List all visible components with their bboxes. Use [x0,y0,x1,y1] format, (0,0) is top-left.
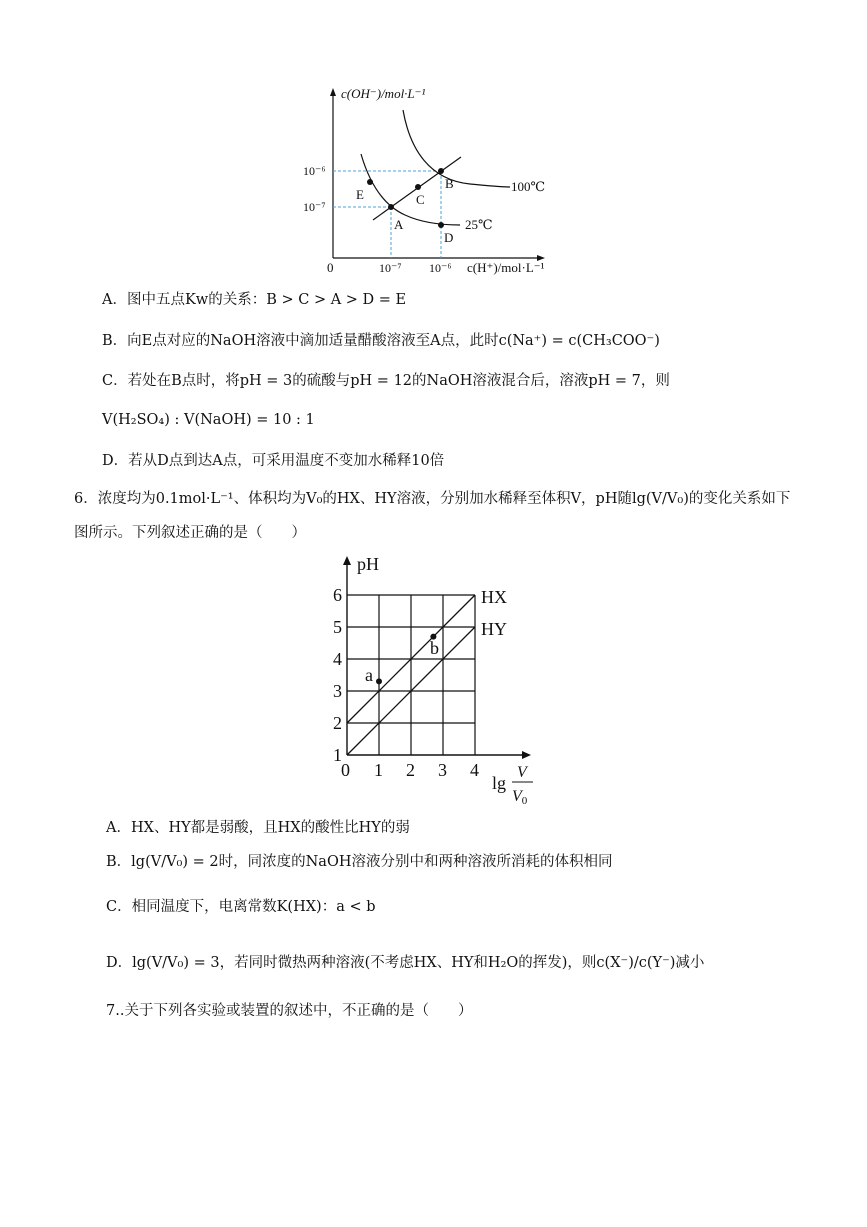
point-label-d: D [444,230,454,245]
fig1-x-axis-label: c(H⁺)/mol·L⁻¹ [467,260,545,275]
fig1-origin: 0 [327,260,334,275]
q5-option-d: D．若从D点到达A点，可采用温度不变加水稀释10倍 [102,453,445,469]
fig2-x-tick: 3 [438,760,447,780]
fig2-x-tick: 1 [374,760,383,780]
fig2-y-tick: 4 [333,649,342,669]
curve-label-25c: 25℃ [465,217,493,232]
point-label-a: A [394,217,404,232]
fig2-x-axis-label-v: V [517,764,527,781]
curve-100c [403,110,510,187]
fig1-x-tick: 10⁻⁷ [379,261,402,275]
kw-curve-figure [295,80,585,280]
point-label-e: E [356,187,364,202]
fig2-y-axis-label: pH [357,554,379,574]
q5-option-b: B．向E点对应的NaOH溶液中滴加适量醋酸溶液至A点，此时c(Na⁺) = c(CH₃COO⁻) [102,333,660,349]
fig2-x-tick: 0 [341,760,350,780]
q6-option-c: C．相同温度下，电离常数K(HX)：a < b [106,899,376,915]
q5-option-a: A．图中五点Kw的关系：B > C > A > D = E [102,292,407,308]
point-label-b: b [430,638,439,658]
q6-option-d: D．lg(V/V₀) = 3，若同时微热两种溶液(不考虑HX、HY和H₂O的挥发)，则c(X⁻)/c(Y⁻)减小 [106,955,705,971]
fig1-y-tick: 10⁻⁶ [303,164,326,178]
series-label-hy: HY [481,619,507,639]
fig2-y-tick: 1 [333,745,342,765]
fig2-x-axis-label-v0: V0 [512,788,528,807]
fig2-y-tick: 3 [333,681,342,701]
point-label-b: B [445,176,454,191]
point-label-c: C [416,192,425,207]
fig1-x-tick: 10⁻⁶ [429,261,452,275]
q7-stem: 7..关于下列各实验或装置的叙述中，不正确的是（ ） [106,1003,473,1019]
q6-stem-line2: 图所示。下列叙述正确的是（ ） [74,525,306,541]
fig2-y-tick: 6 [333,585,342,605]
q5-option-c-line2: V(H₂SO₄) : V(NaOH) = 10 : 1 [102,412,315,428]
q6-option-a: A．HX、HY都是弱酸，且HX的酸性比HY的弱 [106,820,410,836]
fig2-x-axis-label-lg: lg [492,773,507,793]
series-label-hx: HX [481,587,507,607]
q5-option-c-line1: C．若处在B点时，将pH = 3的硫酸与pH = 12的NaOH溶液混合后，溶液pH = 7，则 [102,373,670,389]
point-label-a: a [365,665,373,685]
q6-stem-line1: 6．浓度均为0.1mol·L⁻¹、体积均为V₀的HX、HY溶液，分别加水稀释至体积V，pH随lg(V/V₀)的变化关系如下 [74,491,791,507]
fig1-y-axis-label: c(OH⁻)/mol·L⁻¹ [341,86,426,101]
q6-option-b: B．lg(V/V₀) = 2时，同浓度的NaOH溶液分别中和两种溶液所消耗的体积相同 [106,854,613,870]
curve-label-100c: 100℃ [511,179,546,194]
ph-dilution-chart [325,550,550,810]
fig1-y-tick: 10⁻⁷ [303,200,326,214]
fig2-x-tick: 2 [406,760,415,780]
fig2-y-tick: 2 [333,713,342,733]
fig2-y-tick: 5 [333,617,342,637]
fig2-x-tick: 4 [470,760,479,780]
data-point-a [376,678,382,684]
